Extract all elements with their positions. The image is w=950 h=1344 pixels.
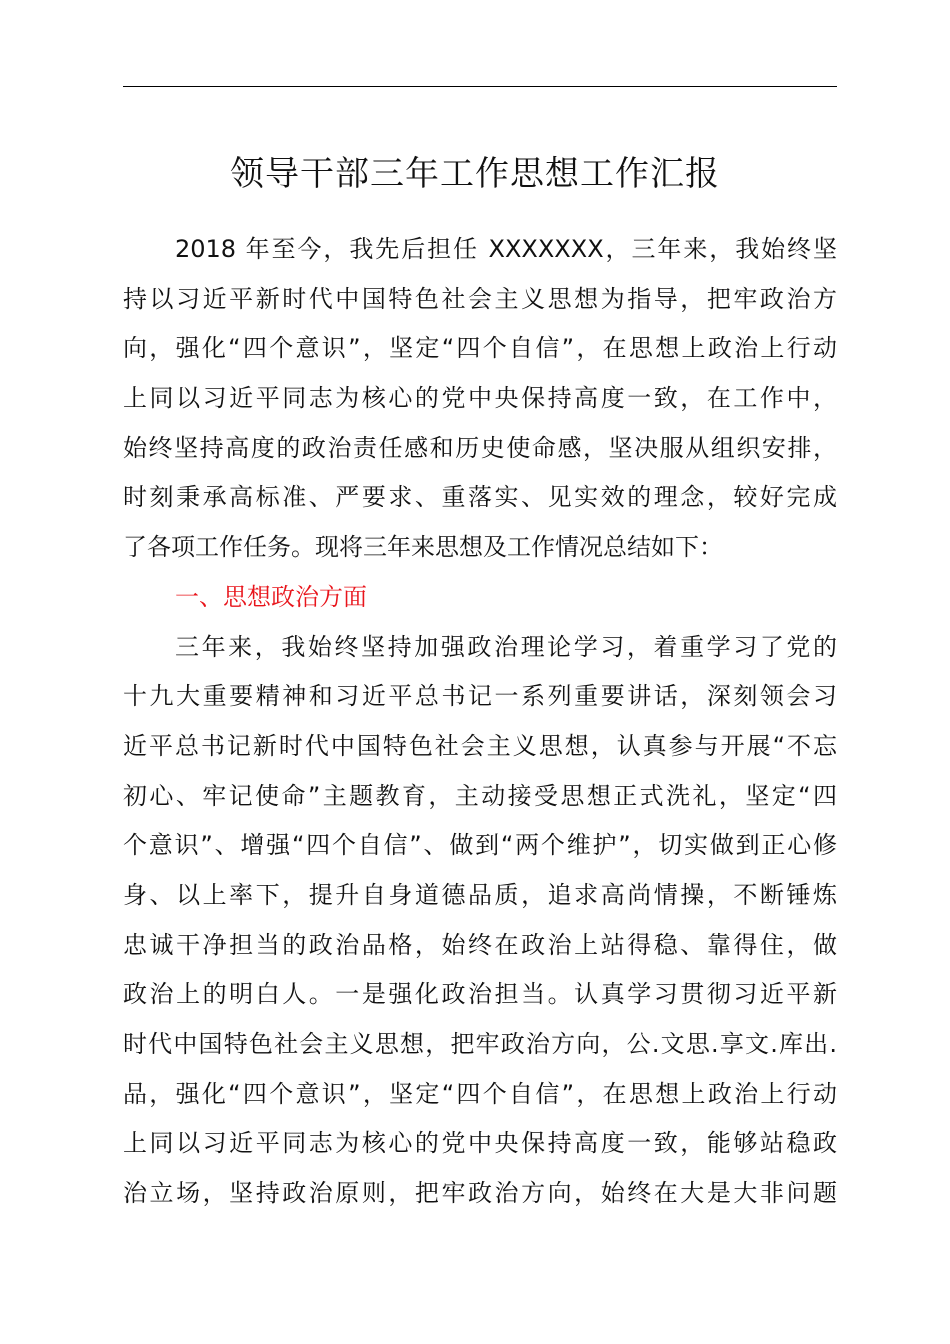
paragraph-line: 政治上的明白人。一是强化政治担当。认真学习贯彻习近平新	[123, 980, 837, 1009]
paragraph-line: 2018 年至今，我先后担任 XXXXXXX，三年来，我始终坚	[175, 235, 837, 263]
paragraph-line: 治立场，坚持政治原则，把牢政治方向，始终在大是大非问题	[123, 1179, 837, 1208]
paragraph-line: 向，强化“四个意识”，坚定“四个自信”，在思想上政治上行动	[123, 334, 837, 363]
paragraph-line: 时刻秉承高标准、严要求、重落实、见实效的理念，较好完成	[123, 483, 837, 512]
paragraph-line: 始终坚持高度的政治责任感和历史使命感，坚决服从组织安排，	[123, 433, 837, 462]
paragraph-line: 了各项工作任务。现将三年来思想及工作情况总结如下：	[123, 533, 723, 562]
paragraph-line: 近平总书记新时代中国特色社会主义思想，认真参与开展“不忘	[123, 731, 837, 760]
paragraph-line: 初心、牢记使命”主题教育，主动接受思想正式洗礼，坚定“四	[123, 781, 837, 810]
paragraph-line: 三年来，我始终坚持加强政治理论学习，着重学习了党的	[175, 632, 837, 661]
document-title: 领导干部三年工作思想工作汇报	[230, 154, 720, 194]
paragraph-line: 身、以上率下，提升自身道德品质，追求高尚情操，不断锤炼	[123, 880, 837, 909]
paragraph-line: 十九大重要精神和习近平总书记一系列重要讲话，深刻领会习	[123, 682, 837, 711]
header-rule	[123, 86, 837, 87]
paragraph-line: 持以习近平新时代中国特色社会主义思想为指导，把牢政治方	[123, 284, 837, 313]
paragraph-line: 忠诚干净担当的政治品格，始终在政治上站得稳、靠得住，做	[123, 930, 837, 959]
paragraph-line: 上同以习近平同志为核心的党中央保持高度一致，能够站稳政	[123, 1129, 837, 1158]
paragraph-line: 时代中国特色社会主义思想，把牢政治方向，公.文思.享文.库出.	[123, 1030, 837, 1058]
paragraph-line: 品，强化“四个意识”，坚定“四个自信”，在思想上政治上行动	[123, 1079, 837, 1108]
document-body	[123, 225, 837, 1219]
section-heading: 一、思想政治方面	[175, 582, 367, 611]
paragraph-line: 上同以习近平同志为核心的党中央保持高度一致，在工作中，	[123, 384, 837, 413]
paragraph-line: 个意识”、增强“四个自信”、做到“两个维护”，切实做到正心修	[123, 831, 837, 860]
